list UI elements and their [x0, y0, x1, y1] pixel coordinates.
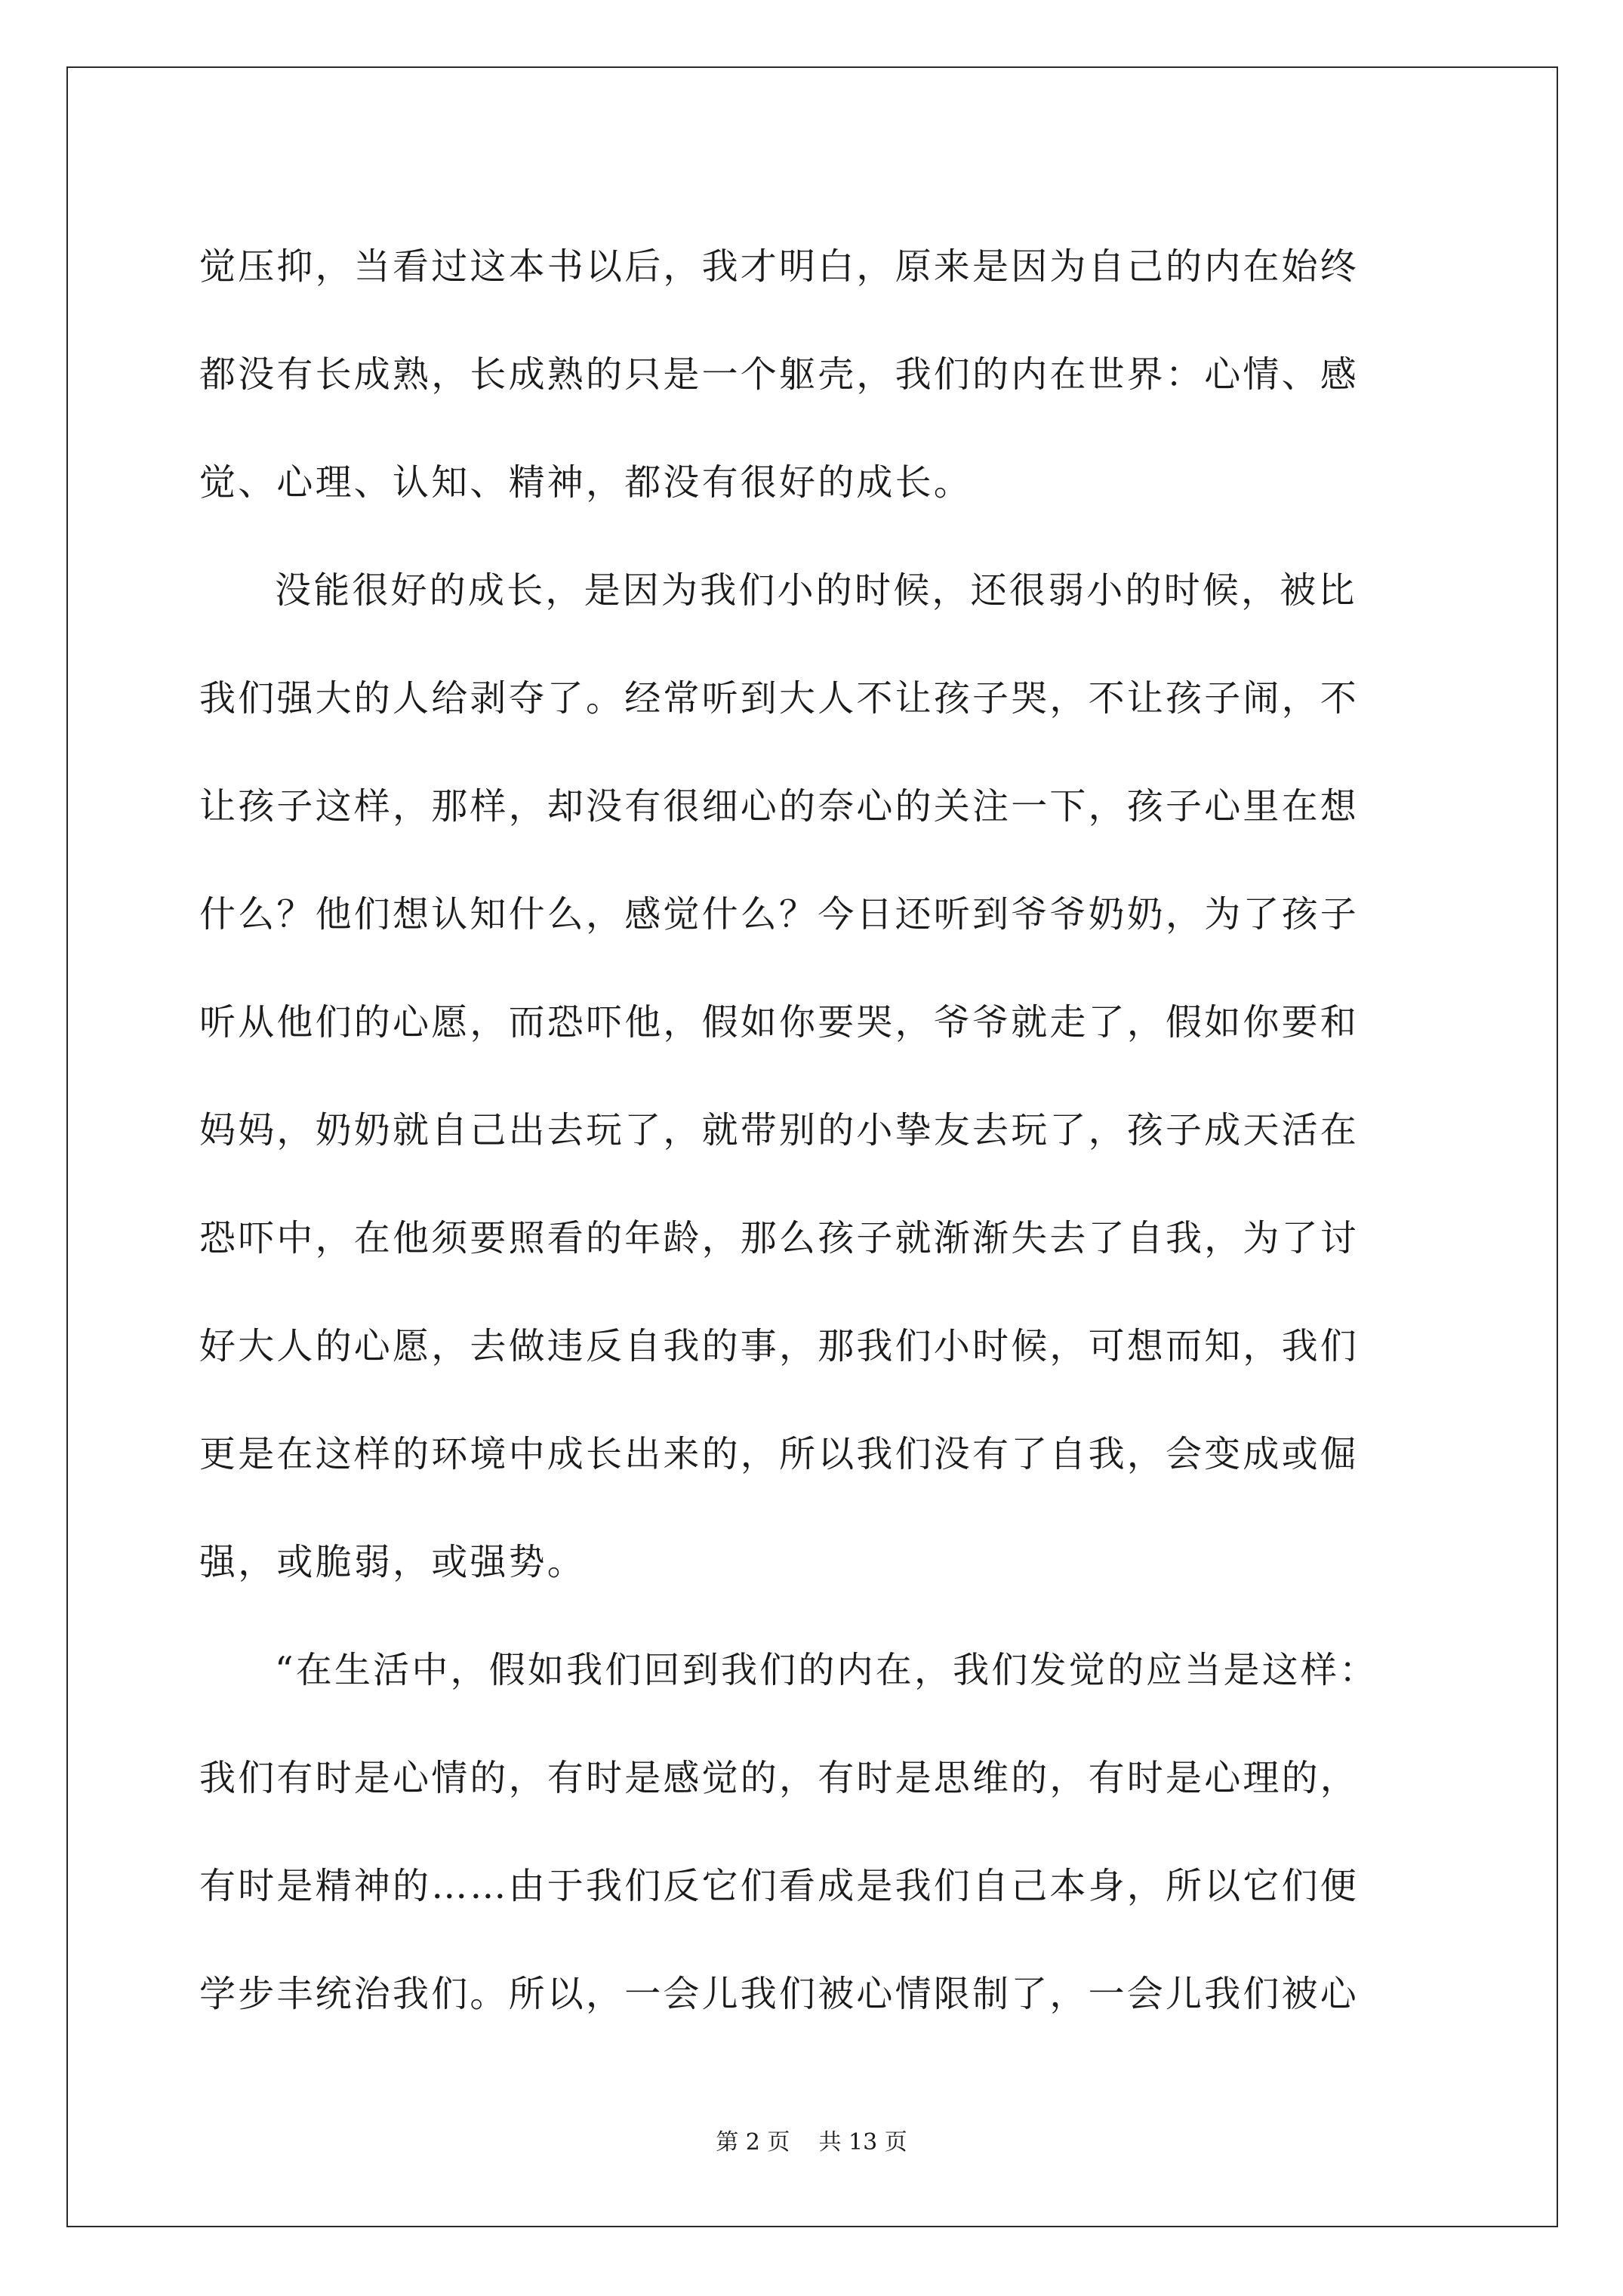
text-line: 让孩子这样，那样，却没有很细心的奈心的关注一下，孩子心里在想 [199, 785, 1360, 827]
text-line: 更是在这样的环境中成长出来的，所以我们没有了自我，会变成或倔 [199, 1433, 1360, 1475]
text-line: 妈妈，奶奶就自己出去玩了，就带别的小挚友去玩了，孩子成天活在 [199, 1109, 1360, 1151]
text-line: 我们有时是心情的，有时是感觉的，有时是思维的，有时是心理的， [199, 1757, 1360, 1799]
text-line: 什么？他们想认知什么，感觉什么？今日还听到爷爷奶奶，为了孩子 [199, 893, 1360, 935]
text-line: 觉压抑，当看过这本书以后，我才明白，原来是因为自己的内在始终 [199, 245, 1360, 288]
text-line: 有时是精神的……由于我们反它们看成是我们自己本身，所以它们便 [199, 1865, 1360, 1907]
text-line: 恐吓中，在他须要照看的年龄，那么孩子就渐渐失去了自我，为了讨 [199, 1217, 1360, 1259]
text-line: 都没有长成熟，长成熟的只是一个躯壳，我们的内在世界：心情、感 [199, 353, 1360, 396]
page-number-footer: 第 2 页 共 13 页 [716, 2129, 907, 2156]
text-line: 觉、心理、认知、精神，都没有很好的成长。 [199, 461, 973, 504]
paragraph-start-line: 没能很好的成长，是因为我们小的时候，还很弱小的时候，被比 [275, 569, 1357, 612]
text-line: 学步丰统治我们。所以，一会儿我们被心情限制了，一会儿我们被心 [199, 1973, 1360, 2015]
text-line: 强，或脆弱，或强势。 [199, 1541, 587, 1583]
text-line: 好大人的心愿，去做违反自我的事，那我们小时候，可想而知，我们 [199, 1325, 1360, 1367]
document-body [199, 213, 1437, 2048]
text-line: 听从他们的心愿，而恐吓他，假如你要哭，爷爷就走了，假如你要和 [199, 1001, 1360, 1043]
paragraph-start-line: “在生活中，假如我们回到我们的内在，我们发觉的应当是这样： [275, 1649, 1378, 1691]
text-line: 我们强大的人给剥夺了。经常听到大人不让孩子哭，不让孩子闹，不 [199, 677, 1360, 720]
